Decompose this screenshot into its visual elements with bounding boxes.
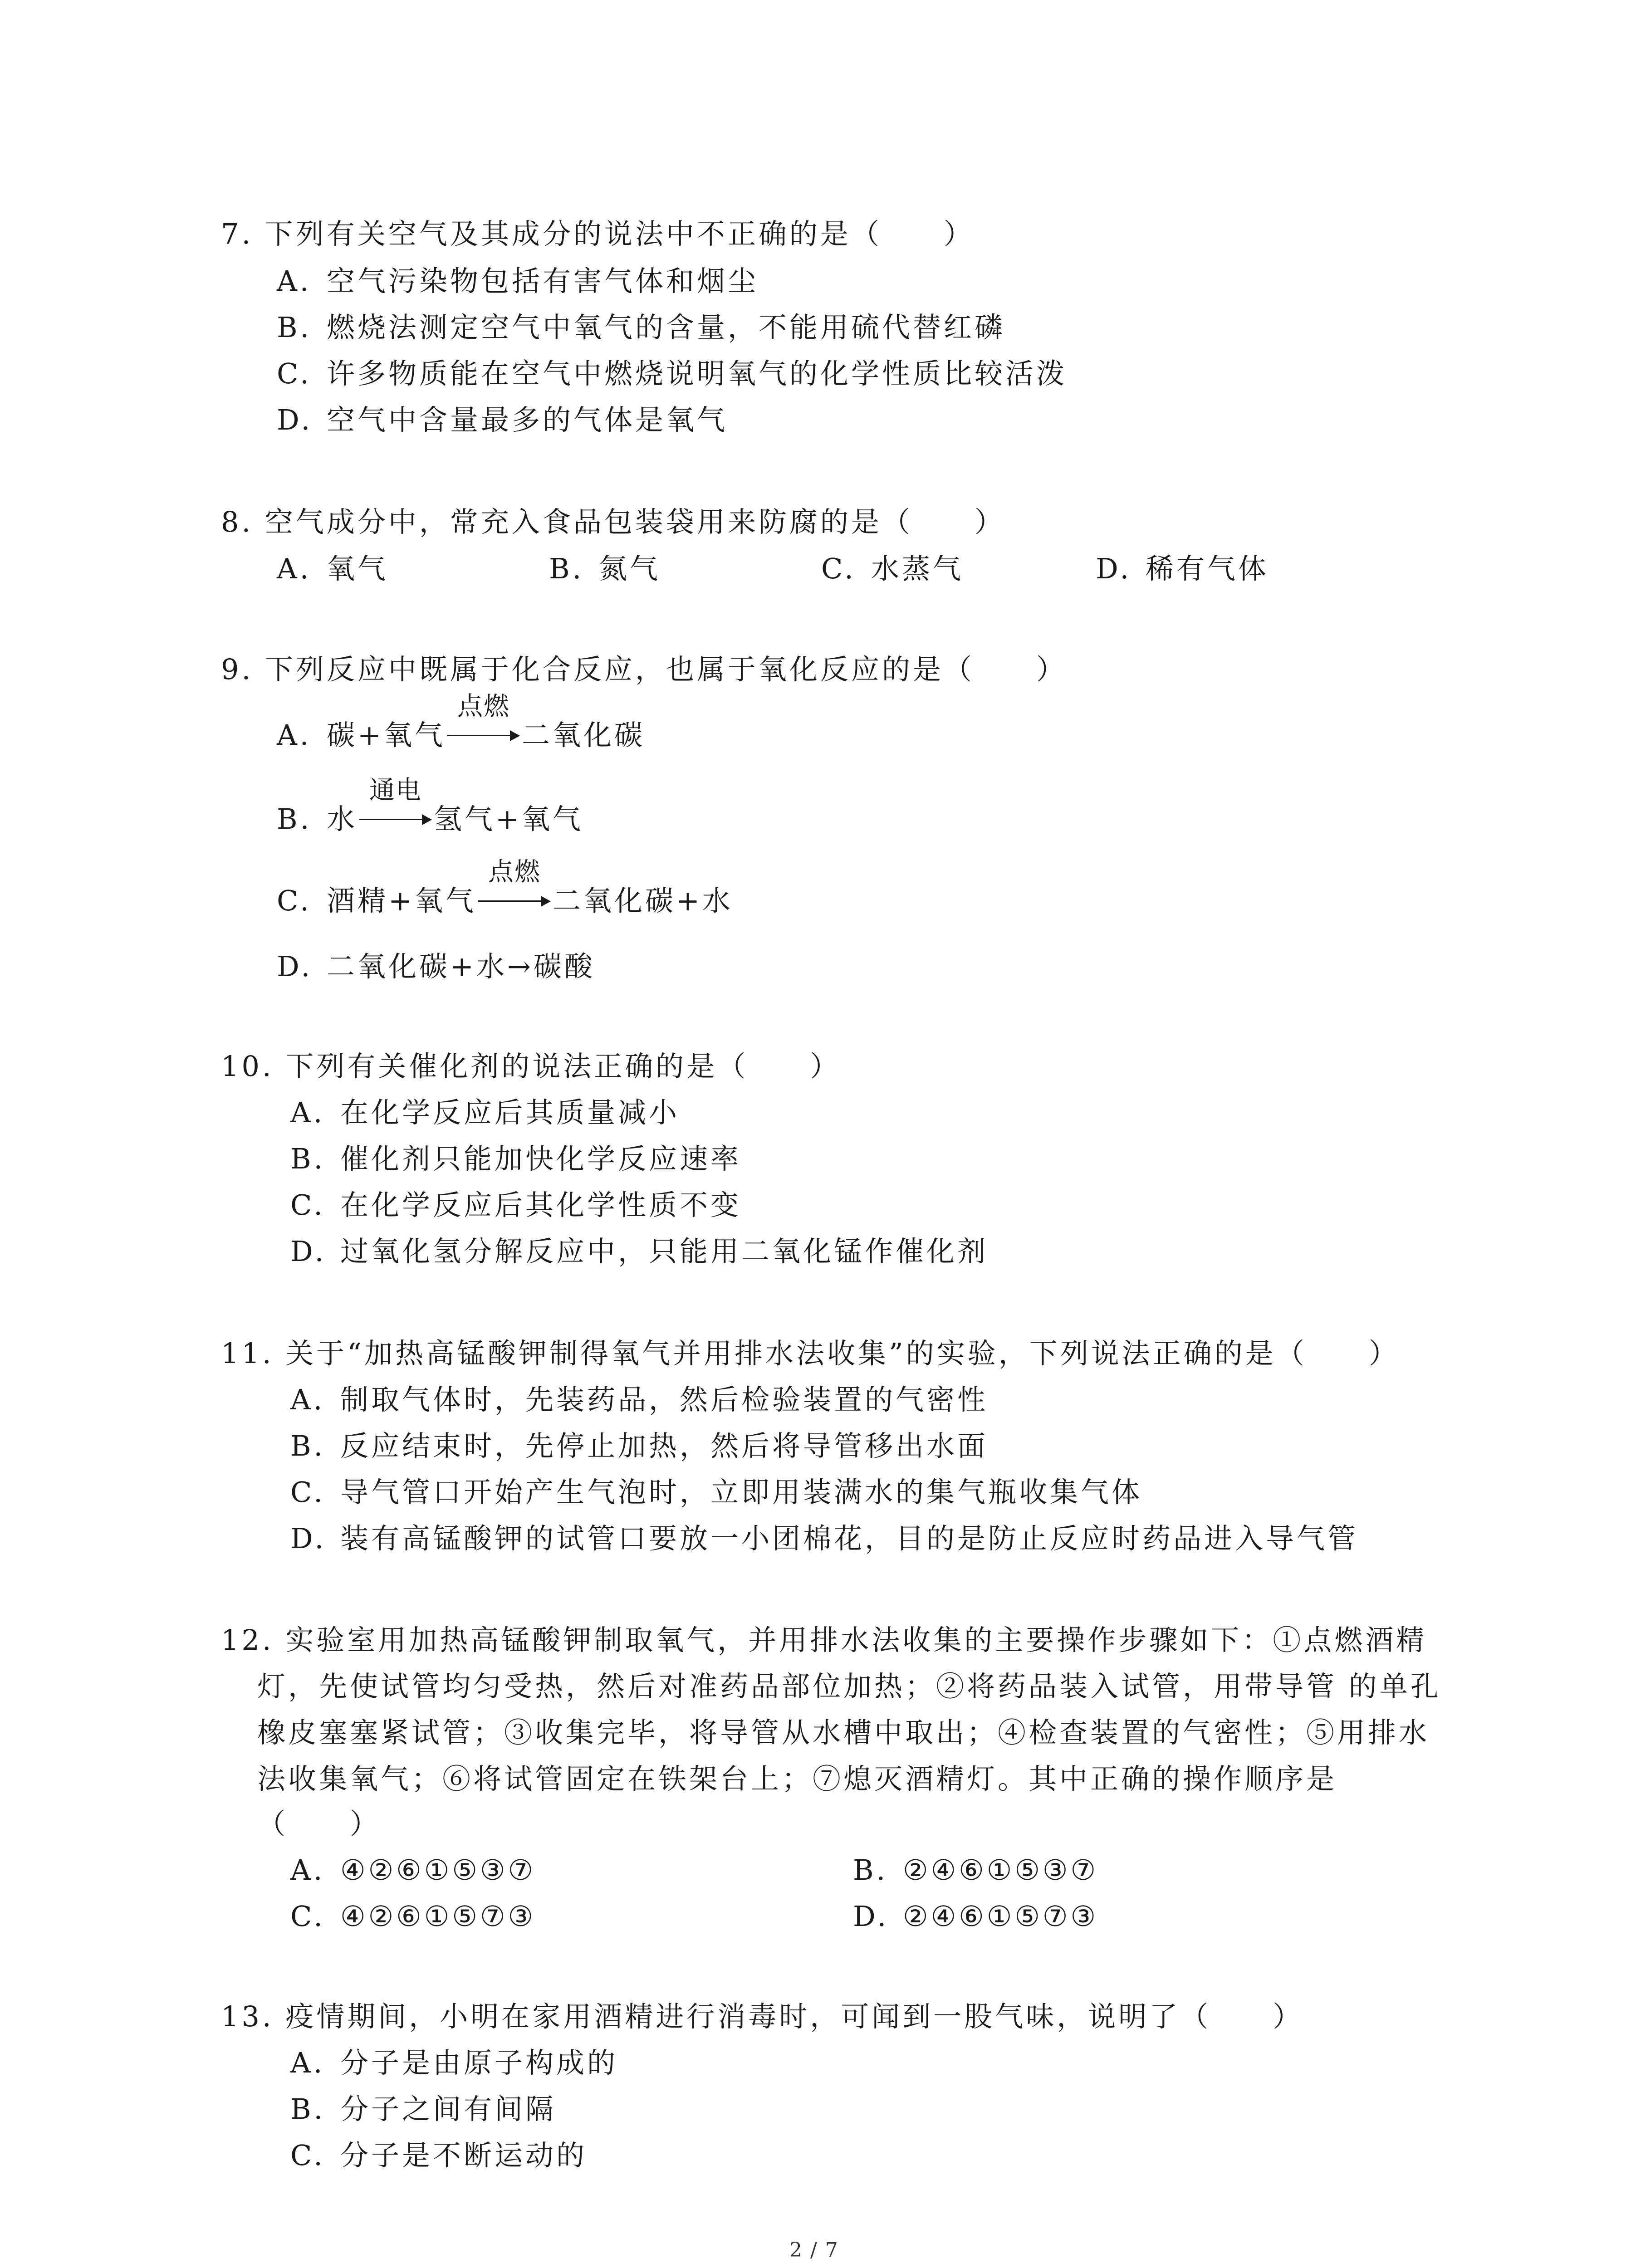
q9-option-a: A. 碳+氧气 点燃 二氧化碳 (277, 712, 645, 752)
q7-option-c: C. 许多物质能在空气中燃烧说明氧气的化学性质比较活泼 (277, 357, 1068, 390)
reactants: 碳+氧气 (327, 719, 446, 752)
q8-stem: 8. 空气成分中，常充入食品包装袋用来防腐的是（ ） (221, 505, 1005, 538)
q9-option-c: C. 酒精+氧气 点燃 二氧化碳+水 (277, 878, 733, 917)
q12-stem-line-3: 橡皮塞塞紧试管；③收集完毕，将导管从水槽中取出；④检查装置的气密性；⑤用排水 (257, 1716, 1430, 1749)
q13-option-b: B. 分子之间有间隔 (290, 2092, 557, 2126)
arrow-head-icon (510, 730, 520, 741)
reaction-arrow (359, 776, 432, 829)
q12-option-a: A. ④②⑥①⑤③⑦ (290, 1853, 536, 1887)
q9-stem: 9. 下列反应中既属于化合反应，也属于氧化反应的是（ ） (221, 653, 1067, 686)
reaction-condition: 点燃 (488, 857, 541, 887)
reaction-arrow (478, 857, 551, 910)
q13-stem: 13. 疫情期间，小明在家用酒精进行消毒时，可闻到一股气味，说明了（ ） (221, 2000, 1304, 2033)
q11-option-b: B. 反应结束时，先停止加热，然后将导管移出水面 (290, 1429, 989, 1462)
q11-option-a: A. 制取气体时，先装药品，然后检验装置的气密性 (290, 1383, 989, 1416)
arrow-head-icon (422, 814, 432, 825)
q9-option-b: B. 水 通电 氢气+氧气 (277, 796, 583, 836)
q12-stem-line-5: （ ） (257, 1807, 381, 1840)
q7-stem: 7. 下列有关空气及其成分的说法中不正确的是（ ） (221, 217, 975, 250)
page-number: 2 / 7 (789, 2239, 839, 2262)
q10-option-b: B. 催化剂只能加快化学反应速率 (290, 1142, 742, 1175)
q11-option-d: D. 装有高锰酸钾的试管口要放一小团棉花，目的是防止反应时药品进入导气管 (290, 1522, 1359, 1555)
reactants: 水 (327, 802, 358, 836)
q12-option-d: D. ②④⑥①⑤⑦③ (853, 1900, 1099, 1933)
q13-option-a: A. 分子是由原子构成的 (290, 2046, 618, 2079)
arrow-head-icon (541, 896, 551, 907)
q10-option-c: C. 在化学反应后其化学性质不变 (290, 1188, 742, 1222)
q7-option-a: A. 空气污染物包括有害气体和烟尘 (277, 264, 759, 298)
products: 二氧化碳+水 (552, 884, 733, 917)
q11-option-c: C. 导气管口开始产生气泡时，立即用装满水的集气瓶收集气体 (290, 1476, 1143, 1509)
q7-option-b: B. 燃烧法测定空气中氧气的含量，不能用硫代替红磷 (277, 311, 1006, 344)
q8-option-a: A. 氧气 (277, 552, 389, 585)
q8-option-c: C. 水蒸气 (821, 552, 964, 585)
q9-option-d: D. 二氧化碳+水→碳酸 (277, 950, 595, 983)
q13-option-c: C. 分子是不断运动的 (290, 2139, 588, 2172)
products: 二氧化碳 (521, 719, 645, 752)
reaction-arrow (447, 692, 520, 745)
q11-stem: 11. 关于“加热高锰酸钾制得氧气并用排水法收集”的实验，下列说法正确的是（ ） (221, 1337, 1400, 1370)
products: 氢气+氧气 (434, 802, 583, 836)
q7-option-d: D. 空气中含量最多的气体是氧气 (277, 403, 728, 436)
reactants: 酒精+氧气 (327, 884, 476, 917)
q10-option-a: A. 在化学反应后其质量减小 (290, 1096, 680, 1129)
q8-option-b: B. 氮气 (549, 552, 661, 585)
q12-stem-line-4: 法收集氧气；⑥将试管固定在铁架台上；⑦熄灭酒精灯。其中正确的操作顺序是 (257, 1762, 1337, 1795)
q12-option-c: C. ④②⑥①⑤⑦③ (290, 1900, 536, 1933)
q8-option-d: D. 稀有气体 (1096, 552, 1269, 585)
reaction-condition: 点燃 (457, 692, 510, 721)
q12-stem-line-1: 12. 实验室用加热高锰酸钾制取氧气，并用排水法收集的主要操作步骤如下：①点燃酒精 (221, 1623, 1427, 1657)
q12-stem-line-2: 灯，先使试管均匀受热，然后对准药品部位加热；②将药品装入试管，用带导管 的单孔 (257, 1670, 1441, 1703)
q10-option-d: D. 过氧化氢分解反应中，只能用二氧化锰作催化剂 (290, 1235, 989, 1268)
q12-option-b: B. ②④⑥①⑤③⑦ (853, 1853, 1099, 1887)
q10-stem: 10. 下列有关催化剂的说法正确的是（ ） (221, 1050, 841, 1083)
reaction-condition: 通电 (369, 776, 422, 805)
